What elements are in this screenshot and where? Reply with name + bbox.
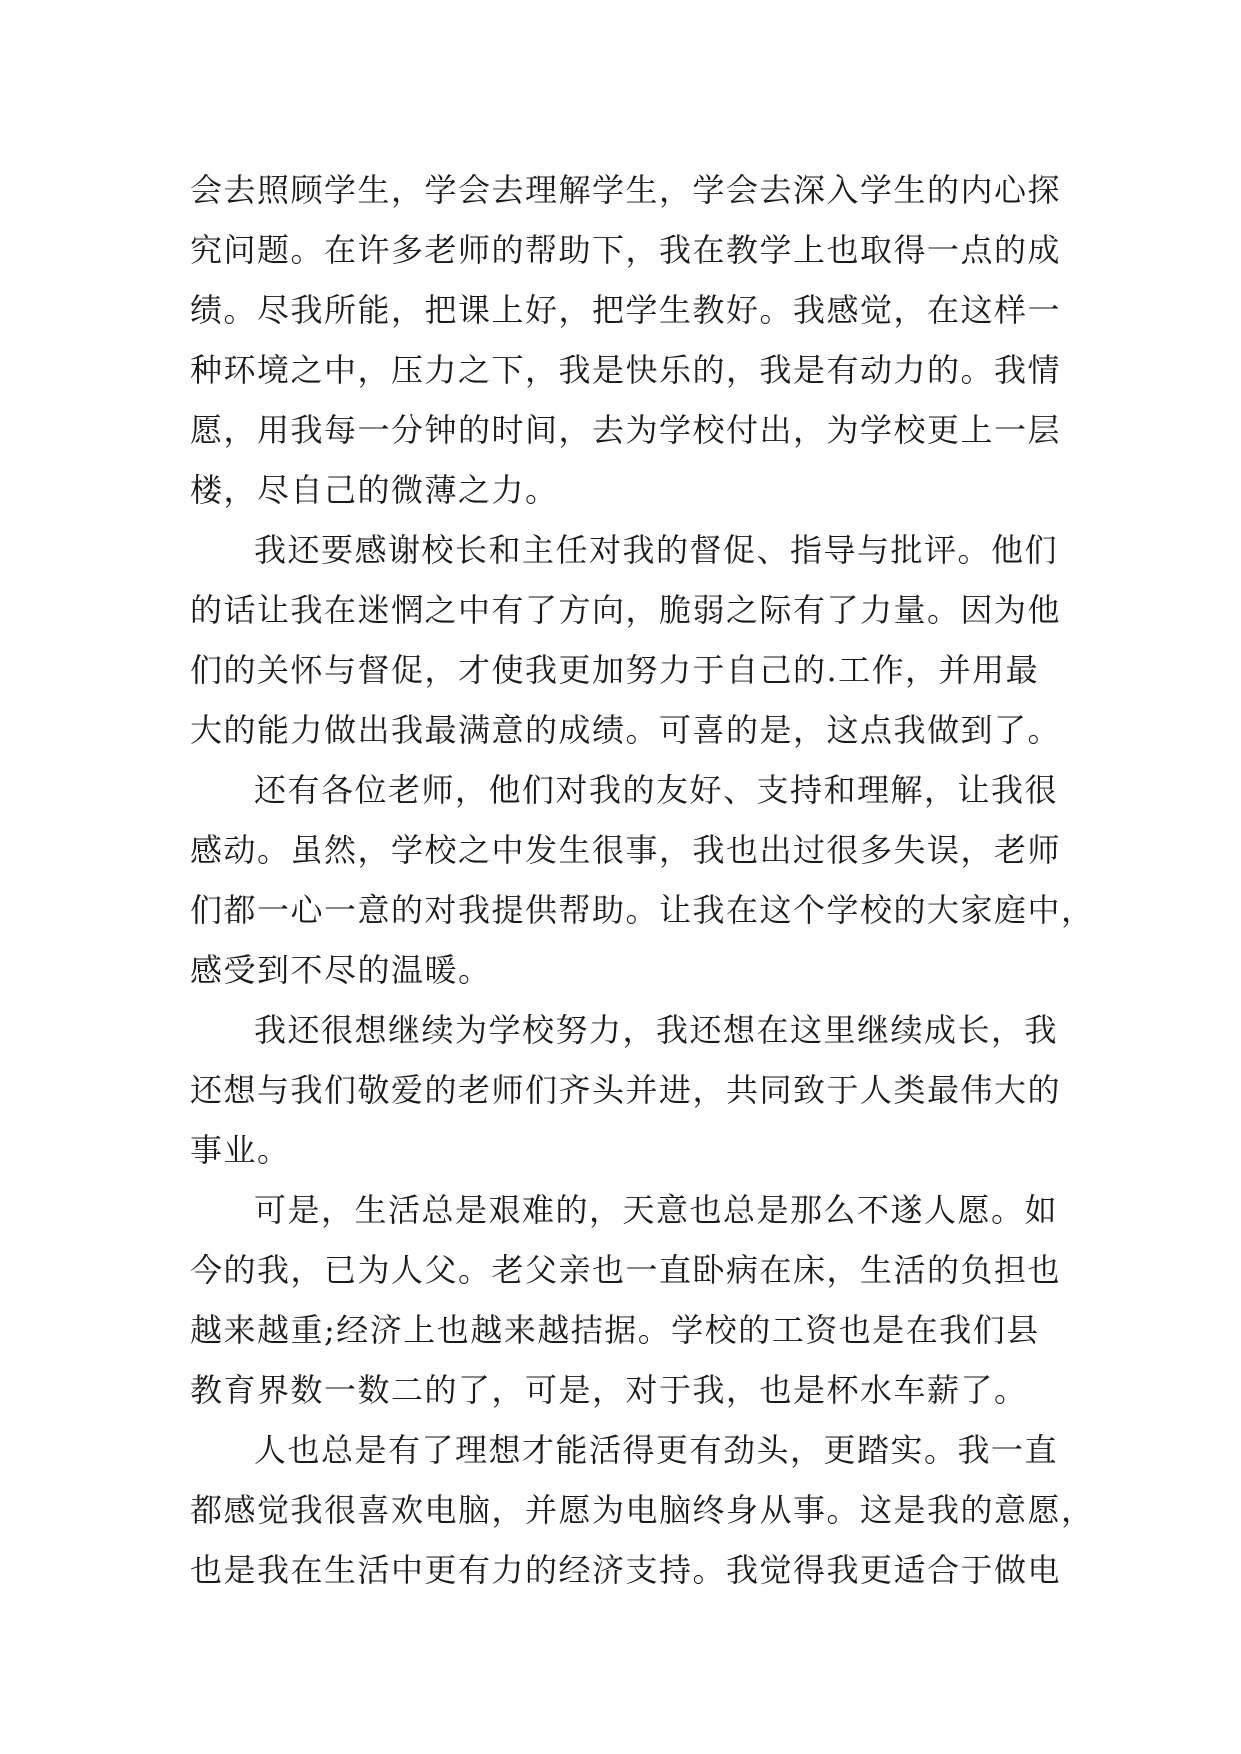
text-line: 感动。虽然，学校之中发生很事，我也出过很多失误，老师 [190,831,1062,869]
text-line: 们的关怀与督促，才使我更加努力于自己的.工作，并用最 [190,651,1040,689]
paragraph-start-line: 可是，生活总是艰难的，天意也总是那么不遂人愿。如 [254,1191,1059,1229]
text-line: 会去照顾学生，学会去理解学生，学会去深入学生的内心探 [190,171,1062,209]
text-line: 越来越重;经济上也越来越拮据。学校的工资也是在我们县 [190,1311,1040,1349]
text-line: 种环境之中，压力之下，我是快乐的，我是有动力的。我情 [190,351,1062,389]
paragraph-start-line: 我还要感谢校长和主任对我的督促、指导与批评。他们 [254,531,1059,569]
text-line: 教育界数一数二的了，可是，对于我，也是杯水车薪了。 [190,1371,1028,1409]
text-line: 楼，尽自己的微薄之力。 [190,471,559,509]
text-line: 也是我在生活中更有力的经济支持。我觉得我更适合于做电 [190,1551,1062,1589]
paragraph-start-line: 人也总是有了理想才能活得更有劲头，更踏实。我一直 [254,1431,1059,1469]
text-line: 都感觉我很喜欢电脑，并愿为电脑终身从事。这是我的意愿， [190,1491,1095,1529]
text-line: 究问题。在许多老师的帮助下，我在教学上也取得一点的成 [190,231,1062,269]
text-line: 绩。尽我所能，把课上好，把学生教好。我感觉，在这样一 [190,291,1062,329]
body-text [190,160,1095,1600]
paragraph-start-line: 还有各位老师，他们对我的友好、支持和理解，让我很 [254,771,1059,809]
paragraph-start-line: 我还很想继续为学校努力，我还想在这里继续成长，我 [254,1011,1059,1049]
text-line: 事业。 [190,1131,291,1169]
text-line: 今的我，已为人父。老父亲也一直卧病在床，生活的负担也 [190,1251,1062,1289]
text-line: 愿，用我每一分钟的时间，去为学校付出，为学校更上一层 [190,411,1062,449]
text-line: 还想与我们敬爱的老师们齐头并进，共同致于人类最伟大的 [190,1071,1062,1109]
text-line: 感受到不尽的温暖。 [190,951,492,989]
text-line: 们都一心一意的对我提供帮助。让我在这个学校的大家庭中， [190,891,1095,929]
text-line: 大的能力做出我最满意的成绩。可喜的是，这点我做到了。 [190,711,1062,749]
text-line: 的话让我在迷惘之中有了方向，脆弱之际有了力量。因为他 [190,591,1062,629]
